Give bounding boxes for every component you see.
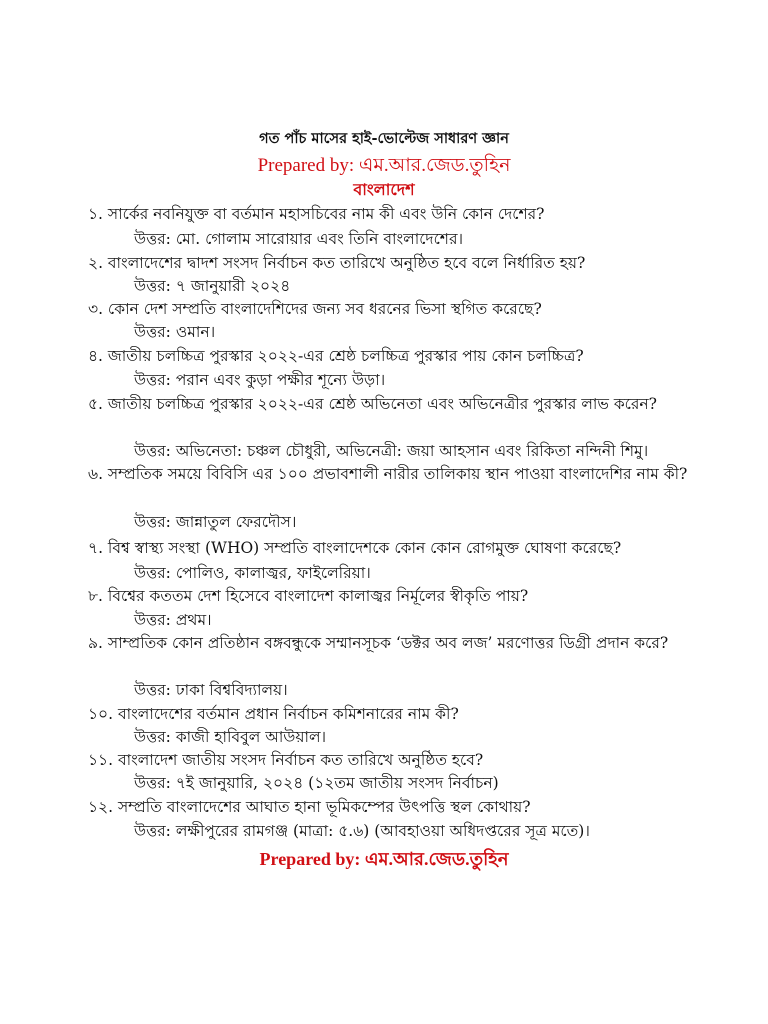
answer-11: উত্তর: ৭ই জানুয়ারি, ২০২৪ (১২তম জাতীয় সংসদ নির্বাচন) <box>134 774 499 792</box>
question-5: ৫. জাতীয় চলচ্চিত্র পুরস্কার ২০২২-এর শ্রেষ্ঠ অভিনেতা এবং অভিনেত্রীর পুরস্কার লাভ করেন? <box>88 395 657 413</box>
question-4: ৪. জাতীয় চলচ্চিত্র পুরস্কার ২০২২-এর শ্রেষ্ঠ চলচ্চিত্র পুরস্কার পায় কোন চলচ্চিত্র? <box>88 347 584 365</box>
question-9: ৯. সাম্প্রতিক কোন প্রতিষ্ঠান বঙ্গবন্ধুকে সম্মানসূচক ‘ডক্টর অব লজ’ মরণোত্তর ডিগ্রী প্রদান করে? <box>88 634 669 652</box>
answer-8: উত্তর: প্রথম। <box>134 611 212 629</box>
question-12: ১২. সম্প্রতি বাংলাদেশের আঘাত হানা ভূমিকম্পের উৎপত্তি স্থল কোথায়? <box>88 798 531 816</box>
question-10: ১০. বাংলাদেশের বর্তমান প্রধান নির্বাচন কমিশনারের নাম কী? <box>88 705 459 723</box>
question-8: ৮. বিশ্বের কততম দেশ হিসেবে বাংলাদেশ কালাজ্বর নির্মূলের স্বীকৃতি পায়? <box>88 587 529 605</box>
question-6: ৬. সম্প্রতিক সময়ে বিবিসি এর ১০০ প্রভাবশালী নারীর তালিকায় স্থান পাওয়া বাংলাদেশির নাম কী? <box>88 465 688 483</box>
answer-10: উত্তর: কাজী হাবিবুল আউয়াল। <box>134 728 327 746</box>
prepared-by-footer: Prepared by: এম.আর.জেড.তুহিন <box>259 849 509 869</box>
prepared-by-header: Prepared by: এম.আর.জেড.তুহিন <box>257 155 511 176</box>
answer-6: উত্তর: জান্নাতুল ফেরদৌস। <box>134 513 297 531</box>
answer-1: উত্তর: মো. গোলাম সারোয়ার এবং তিনি বাংলাদেশের। <box>134 230 464 248</box>
answer-9: উত্তর: ঢাকা বিশ্ববিদ্যালয়। <box>134 681 288 699</box>
answer-2: উত্তর: ৭ জানুয়ারী ২০২৪ <box>134 277 291 295</box>
question-2: ২. বাংলাদেশের দ্বাদশ সংসদ নির্বাচন কত তারিখে অনুষ্ঠিত হবে বলে নির্ধারিত হয়? <box>88 254 586 272</box>
question-7: ৭. বিশ্ব স্বাস্থ্য সংস্থা (WHO) সম্প্রতি বাংলাদেশকে কোন কোন রোগমুক্ত ঘোষণা করেছে? <box>88 539 622 557</box>
question-11: ১১. বাংলাদেশ জাতীয় সংসদ নির্বাচন কত তারিখে অনুষ্ঠিত হবে? <box>88 751 484 769</box>
page-title: গত পাঁচ মাসের হাই-ভোল্টেজ সাধারণ জ্ঞান <box>259 130 509 147</box>
question-1: ১. সার্কের নবনিযুক্ত বা বর্তমান মহাসচিবের নাম কী এবং উনি কোন দেশের? <box>88 205 545 223</box>
answer-5: উত্তর: অভিনেতা: চঞ্চল চৌধুরী, অভিনেত্রী: জয়া আহসান এবং রিকিতা নন্দিনী শিমু। <box>134 442 649 460</box>
answer-12: উত্তর: লক্ষীপুরের রামগঞ্জ (মাত্রা: ৫.৬) (আবহাওয়া অধিদপ্তরের সূত্র মতে)। <box>134 822 590 840</box>
question-3: ৩. কোন দেশ সম্প্রতি বাংলাদেশিদের জন্য সব ধরনের ভিসা স্থগিত করেছে? <box>88 300 542 318</box>
answer-3: উত্তর: ওমান। <box>134 323 216 341</box>
answer-7: উত্তর: পোলিও, কালাজ্বর, ফাইলেরিয়া। <box>134 564 371 582</box>
answer-4: উত্তর: পরান এবং কুড়া পক্ষীর শূন্যে উড়া। <box>134 371 386 389</box>
section-heading: বাংলাদেশ <box>353 180 415 199</box>
